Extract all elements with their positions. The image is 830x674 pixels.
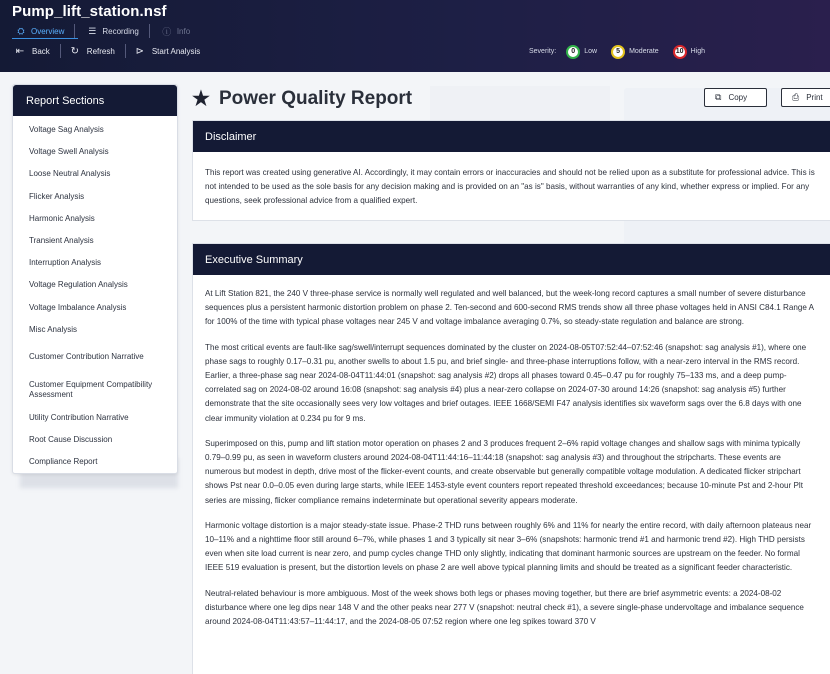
tab-overview-label: Overview xyxy=(31,26,65,36)
severity-legend xyxy=(529,44,719,59)
severity-high-badge: 10 xyxy=(673,45,687,59)
back-button-label: Back xyxy=(32,46,50,56)
summary-paragraph: Superimposed on this, pump and lift station motor operation on phases 2 and 3 produces frequent 2–6% rapid voltage changes and shallow sags with minima typically 0.79–0.99 pu, as seen in waveform clusters around 2024-08-04T11:44:16–11:44:18 (snapshot: sag analysis #3) and throughout the stripcharts. These events are numerous but modest in depth, drive most of the flicker-event counts, and create observable but generally compatible voltage modulation. A dedicated flicker stripchart shows Pst near 0.0–0.05 even during large starts, while IEEE 1453-style event counters report repeated threshold exceedances; because 10-minute Pst and 2-hour Plt series are missing, flicker compliance remains indeterminate but operational severity appears moderate. xyxy=(205,438,803,505)
sidebar-item-interruption[interactable]: Interruption Analysis xyxy=(29,258,102,268)
start-analysis-button[interactable] xyxy=(132,46,210,57)
summary-paragraph: At Lift Station 821, the 240 V three-phase service is normally well regulated and well balanced, but the week-long record captures a small number of severe disturbance sequences plus a persistent harmonic distortion problem on phase 2. Ten-second and 600-second RMS trends show all three phase voltages held in ANSI C84.1 Range A for 100% of the time with typical phase voltages near 245 V and voltage imbalance averaging 0.7%, so steady-state regulation and balance are strong. xyxy=(205,289,814,327)
report-title-text: Power Quality Report xyxy=(218,87,413,109)
tab-recording-label: Recording xyxy=(102,26,139,36)
sidebar-item-loose-neutral[interactable]: Loose Neutral Analysis xyxy=(29,169,111,179)
severity-low-badge: 0 xyxy=(566,45,580,59)
play-circle-icon: ⊳ xyxy=(135,45,144,57)
sidebar-item-compliance[interactable]: Compliance Report xyxy=(29,457,98,467)
tab-info[interactable] xyxy=(158,24,200,38)
tab-recording[interactable] xyxy=(83,24,148,38)
sidebar-item-voltage-sag[interactable]: Voltage Sag Analysis xyxy=(29,125,104,135)
refresh-icon: ↻ xyxy=(70,45,79,57)
app-header xyxy=(0,0,830,72)
tab-divider xyxy=(74,24,75,38)
severity-label: Severity: xyxy=(529,48,557,55)
action-toolbar xyxy=(12,44,210,58)
executive-summary-card xyxy=(192,243,830,674)
action-divider xyxy=(125,44,126,58)
page-title xyxy=(192,86,412,111)
background-panel xyxy=(430,86,610,120)
sidebar-title: Report Sections xyxy=(13,85,177,116)
disclaimer-title: Disclaimer xyxy=(193,121,830,152)
copy-icon: ⧉ xyxy=(715,92,722,102)
sidebar-item-voltage-swell[interactable]: Voltage Swell Analysis xyxy=(29,147,109,157)
sidebar-item-root-cause[interactable]: Root Cause Discussion xyxy=(29,435,113,445)
severity-low-label: Low xyxy=(584,48,598,55)
view-tabs xyxy=(12,23,200,39)
sidebar-item-voltage-imbalance[interactable]: Voltage Imbalance Analysis xyxy=(29,302,127,312)
print-icon: ⎙ xyxy=(792,92,800,102)
list-icon: ☰ xyxy=(88,25,97,36)
sidebar-item-voltage-regulation[interactable]: Voltage Regulation Analysis xyxy=(29,280,128,290)
refresh-button[interactable] xyxy=(67,46,125,57)
copy-button-label: Copy xyxy=(728,93,748,102)
severity-low xyxy=(566,45,597,59)
disclaimer-text: This report was created using generative AI. Accordingly, it may contain errors or inaccuracies and should not be relied upon as a substitute for professional advice. This is not intended to be used as the sole basis for any decision making and is provided on an "as is" basis, without warranties of any kind, whether express or implied. For any questions, seek professional advice from a qualified expert. xyxy=(205,168,815,206)
start-analysis-button-label: Start Analysis xyxy=(151,46,201,56)
active-tab-indicator xyxy=(12,38,78,39)
star-icon: ★ xyxy=(192,88,210,110)
sidebar-item-harmonic[interactable]: Harmonic Analysis xyxy=(29,213,95,223)
severity-moderate-label: Moderate xyxy=(629,48,659,55)
refresh-button-label: Refresh xyxy=(86,46,115,56)
print-button-label: Print xyxy=(806,93,823,102)
pump-icon: ⛭ xyxy=(17,25,25,36)
print-button[interactable] xyxy=(781,88,830,107)
info-icon: ⓘ xyxy=(162,26,172,37)
sidebar-item-misc[interactable]: Misc Analysis xyxy=(29,324,78,334)
copy-button[interactable] xyxy=(704,88,767,107)
disclaimer-card xyxy=(192,120,830,221)
severity-high-label: High xyxy=(690,48,706,55)
tab-overview[interactable] xyxy=(12,24,74,38)
back-button[interactable] xyxy=(12,46,60,57)
action-divider xyxy=(60,44,61,58)
sidebar-item-customer-contribution[interactable]: Customer Contribution Narrative xyxy=(29,352,144,362)
executive-summary-title: Executive Summary xyxy=(193,244,830,275)
sidebar-item-utility-contribution[interactable]: Utility Contribution Narrative xyxy=(29,412,129,422)
arrow-left-icon: ⇤ xyxy=(15,45,25,57)
tab-info-label: Info xyxy=(176,26,191,36)
severity-high xyxy=(673,45,705,59)
sidebar-item-flicker[interactable]: Flicker Analysis xyxy=(29,191,85,201)
summary-paragraph: The most critical events are fault-like sag/swell/interrupt sequences dominated by the cluster on 2024-08-05T07:52:44–07:52:46 (snapshot: sag analysis #1), where one phase sags to roughly 0.17–0.31 pu, another swells to about 1.5 pu, and brief single- and three-phase interruptions follow, with a near-zero interval in the RMS record. Earlier, a three-phase sag near 2024-08-04T11:44:01 (snapshot: sag analysis #2) drops all phases toward 0.45–0.47 pu for roughly 75–133 ms, and a deep pump-correlated sag on 2024-08-02 around 16:08 (snapshot: sag analysis #4) plus a near-zero collapse on 2024-07-30 around 14:26 (snapshot: sag analysis #5) further demonstrate that the site occasionally sees very low voltages and brief outages. IEEE 1668/SEMI F47 analysis identifies six waveform sags over the 6.8 days with one clear immunity violation at 0.234 pu for 9 ms. xyxy=(205,342,807,423)
sidebar-item-customer-equipment[interactable]: Customer Equipment Compatibility Assessment xyxy=(29,380,153,400)
sidebar-item-transient[interactable]: Transient Analysis xyxy=(29,236,94,246)
severity-moderate xyxy=(611,45,659,59)
severity-moderate-badge: 5 xyxy=(611,45,625,59)
sidebar-list xyxy=(13,116,177,473)
tab-divider xyxy=(149,24,150,38)
report-sections-sidebar xyxy=(12,84,178,474)
summary-paragraph: Harmonic voltage distortion is a major steady-state issue. Phase-2 THD runs between roughly 6% and 11% for nearly the entire record, with daily afternoon plateaus near 10–11% and a nighttime floor still around 6–7%, while phases 1 and 3 typically sit near 3–6% (snapshots: harmonic trend #1 and harmonic trend #2). High THD persists even when site load current is near zero, and pump cycles change THD only slightly, indicating that dominant harmonic sources are upstream on the feeder. No formal IEEE 519 evaluation is present, but the distortion levels on phase 2 are well above typical planning limits and should be treated as a significant feeder characteristic. xyxy=(205,520,812,573)
file-title: Pump_lift_station.nsf xyxy=(12,3,167,20)
summary-paragraph: Neutral-related behaviour is more ambiguous. Most of the week shows both legs or phases moving together, but there are brief asymmetric events: a 2024-08-02 disturbance where one leg dips near 148 V and the other peaks near 277 V (snapshot: neutral check #1), a severe single-phase undervoltage and imbalance sequence around 2024-08-04T11:43:57–11:44:17, and the 2024-08-05 07:52 region where one leg spikes toward 370 V xyxy=(205,588,804,627)
